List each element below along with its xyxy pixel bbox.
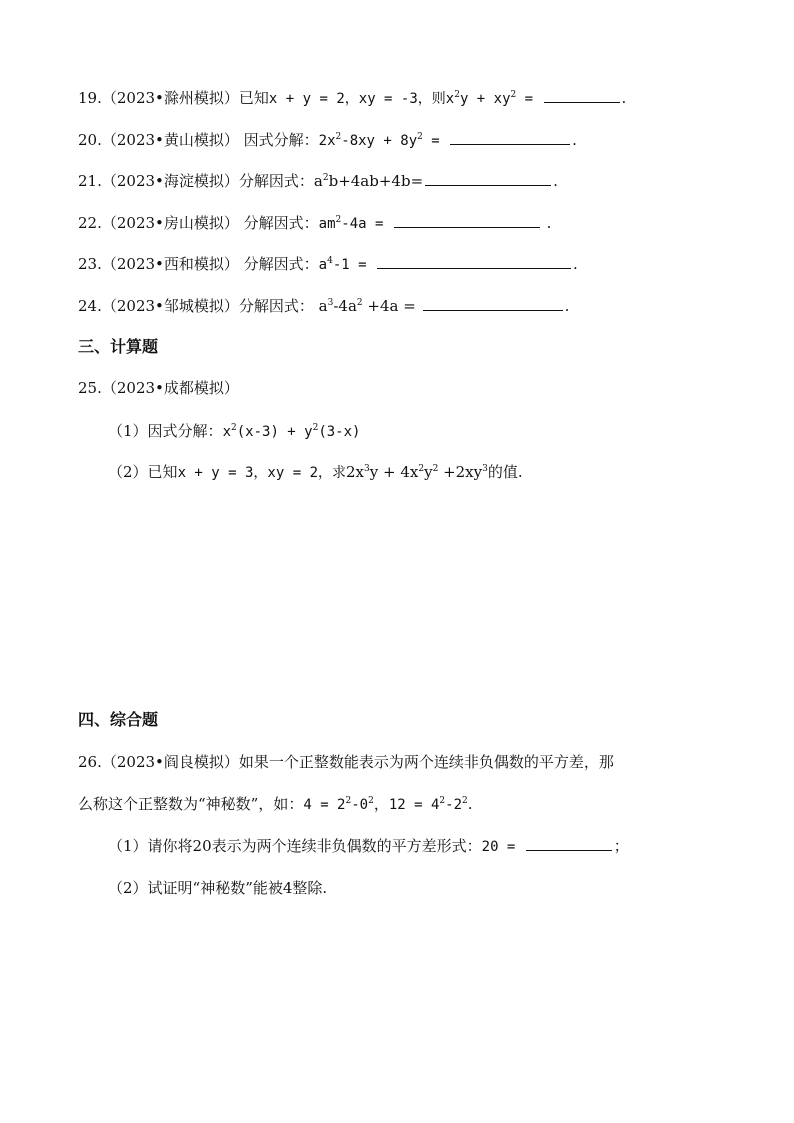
- question-number: 23.: [78, 255, 102, 273]
- exponent: 3: [364, 464, 370, 474]
- math-expression: 12 = 4: [388, 797, 440, 813]
- part-label: （2）: [108, 463, 148, 481]
- math-expression: y + xy: [459, 91, 511, 107]
- math-expression: x: [445, 91, 455, 107]
- exponent: 2: [231, 423, 237, 433]
- question-number: 25.: [78, 379, 102, 397]
- section-heading-calculation: 三、计算题: [78, 337, 159, 356]
- question-end: .: [467, 795, 473, 813]
- question-text: 请你将20表示为两个连续非负偶数的平方差形式：: [147, 837, 482, 855]
- question-22: [78, 213, 551, 234]
- question-23: [78, 254, 578, 275]
- math-expression: -4a: [333, 297, 357, 315]
- question-source: （2023•成都模拟）: [101, 379, 239, 397]
- question-26-line-2: [78, 794, 473, 815]
- question-text: 如果一个正整数能表示为两个连续非负偶数的平方差，那: [238, 753, 614, 771]
- question-24: [78, 296, 569, 316]
- math-expression: y: [424, 463, 433, 481]
- question-text: 已知: [238, 89, 269, 107]
- question-number: 19.: [78, 89, 102, 107]
- math-expression: -4a =: [341, 216, 392, 232]
- math-expression: -0: [351, 797, 369, 813]
- question-source: （2023•房山模拟）: [101, 214, 239, 232]
- answer-blank[interactable]: [544, 88, 620, 103]
- question-source: （2023•黄山模拟）: [101, 131, 239, 149]
- exponent: 2: [510, 90, 517, 100]
- math-expression: +4a =: [362, 297, 421, 315]
- exponent: 2: [322, 173, 329, 183]
- math-expression: x: [222, 424, 231, 440]
- question-end: .: [573, 255, 578, 273]
- question-text: 分解因式：: [238, 214, 319, 232]
- part-label: （1）: [108, 422, 148, 440]
- question-25-part-2: [108, 462, 523, 483]
- math-expression: (x-3) + y: [236, 424, 313, 440]
- question-number: 20.: [78, 131, 102, 149]
- math-expression: -8xy + 8y: [341, 133, 418, 149]
- question-number: 22.: [78, 214, 102, 232]
- question-source: （2023•海淀模拟）: [101, 172, 239, 190]
- question-text: 分解因式：: [238, 172, 314, 190]
- question-end: ；: [613, 837, 629, 855]
- math-expression: =: [422, 133, 449, 149]
- exponent: 2: [454, 90, 460, 100]
- math-expression: y + 4x: [369, 463, 419, 481]
- question-26-part-1: [108, 836, 629, 857]
- answer-blank[interactable]: [450, 130, 570, 145]
- exponent: 4: [327, 256, 333, 266]
- question-source: （2023•滁州模拟）: [101, 89, 239, 107]
- answer-blank[interactable]: [377, 254, 571, 269]
- question-text: 因式分解：: [238, 131, 319, 149]
- math-expression: 4 = 2: [303, 797, 346, 813]
- math-expression: x + y = 3，xy = 2，求: [177, 465, 346, 481]
- question-26-part-2: [108, 878, 327, 898]
- part-label: （2）: [108, 879, 148, 897]
- math-expression: -1 =: [332, 257, 375, 273]
- question-25-part-1: [108, 421, 360, 442]
- exponent: 3: [482, 464, 488, 474]
- math-expression: a: [313, 172, 323, 190]
- section-heading-comprehensive: 四、综合题: [78, 710, 159, 729]
- exponent: 2: [335, 215, 342, 225]
- math-expression: a: [313, 297, 328, 315]
- question-26: [78, 752, 614, 772]
- question-text: 分解因式：: [238, 297, 314, 315]
- question-end: .: [621, 89, 627, 107]
- separator: ，: [373, 795, 389, 813]
- part-label: （1）: [108, 837, 148, 855]
- math-expression: 20 =: [481, 839, 524, 855]
- question-source: （2023•西和模拟）: [101, 255, 239, 273]
- exponent: 2: [335, 132, 342, 142]
- answer-blank[interactable]: [526, 836, 612, 851]
- exponent: 2: [312, 423, 319, 433]
- math-expression: (3-x): [318, 424, 361, 440]
- exponent: 2: [417, 132, 423, 142]
- math-expression: +2xy: [438, 463, 483, 481]
- question-20: [78, 130, 577, 151]
- math-expression: 2x: [346, 463, 365, 481]
- exponent: 2: [418, 464, 425, 474]
- question-end: .: [572, 131, 577, 149]
- question-end: .: [553, 172, 558, 190]
- math-expression: 2x: [318, 133, 336, 149]
- math-expression: am: [318, 216, 336, 232]
- question-number: 24.: [78, 297, 102, 315]
- question-number: 26.: [78, 753, 102, 771]
- math-expression: a: [318, 257, 328, 273]
- math-expression: -2: [445, 797, 463, 813]
- question-19: [78, 88, 626, 109]
- exponent: 2: [345, 796, 352, 806]
- exponent: 2: [462, 796, 468, 806]
- question-25: [78, 378, 239, 398]
- exponent: 2: [432, 464, 439, 474]
- question-text: 已知: [147, 463, 178, 481]
- question-text: 的值.: [487, 463, 523, 481]
- exponent: 2: [439, 796, 446, 806]
- math-expression: b+4ab+4b=: [328, 172, 424, 190]
- question-21: [78, 171, 558, 191]
- question-end: .: [541, 214, 552, 232]
- question-source: （2023•邹城模拟）: [101, 297, 239, 315]
- question-source: （2023•阎良模拟）: [101, 753, 239, 771]
- exponent: 2: [368, 796, 374, 806]
- question-number: 21.: [78, 172, 102, 190]
- question-text: 因式分解：: [147, 422, 223, 440]
- answer-blank[interactable]: [423, 296, 563, 311]
- exponent: 2: [356, 298, 363, 308]
- question-text: 试证明“神秘数”能被4整除.: [147, 879, 328, 897]
- math-expression: x + y = 2，xy = -3，则: [268, 91, 446, 107]
- answer-blank[interactable]: [394, 213, 540, 228]
- question-end: .: [564, 297, 570, 315]
- question-text: 么称这个正整数为“神秘数”，如：: [78, 795, 304, 813]
- answer-blank[interactable]: [425, 171, 551, 186]
- exponent: 3: [327, 298, 334, 308]
- question-text: 分解因式：: [238, 255, 319, 273]
- math-expression: =: [516, 91, 542, 107]
